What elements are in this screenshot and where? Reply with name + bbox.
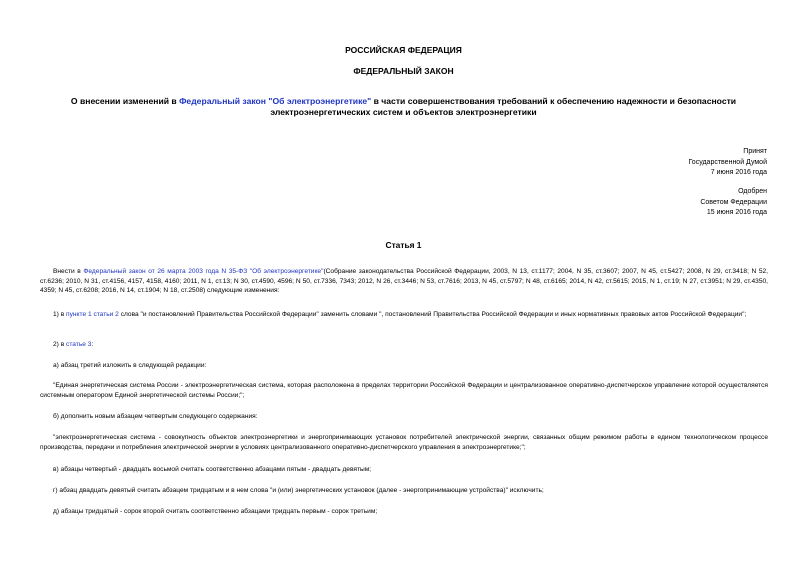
adopted-date: 7 июня 2016 года — [710, 169, 767, 176]
subitem-g: г) абзац двадцать девятый считать абзацем тридцатым и в нем слова "и (или) энергетических установок (далее - энергопринимающие устройства)" исключить; — [53, 487, 544, 494]
intro-text-a: Внести в — [53, 268, 84, 275]
title-line2: электроэнергетических систем и объектов электроэнергетики — [270, 107, 537, 117]
item1-text-a: 1) в — [53, 311, 67, 318]
article-heading: Статья 1 — [385, 240, 422, 250]
subitem-b: б) дополнить новым абзацем четвертым следующего содержания: — [53, 413, 258, 420]
quote-1: "Единая энергетическая система России - электроэнергетическая система, которая расположена в пределах территории Российской Федерации и централизованное оперативно-диспетчерское управление которой осуществляется системным оператором Единой энергетической системы России;"; — [40, 382, 768, 399]
subitem-v: в) абзацы четвертый - двадцать восьмой считать соответственно абзацами пятым - двадцать девятым; — [53, 466, 372, 473]
approved-body: Советом Федерации — [700, 198, 767, 206]
subitem-d: д) абзацы тридцатый - сорок второй считать соответственно абзацами тридцать первым - сорок третьим; — [53, 508, 378, 515]
item1-link[interactable]: пункте 1 статьи 2 — [66, 311, 119, 318]
country-heading: РОССИЙСКАЯ ФЕДЕРАЦИЯ — [345, 45, 462, 55]
title-law-link[interactable]: Федеральный закон "Об электроэнергетике" — [179, 96, 372, 106]
intro-law-link[interactable]: Федеральный закон от 26 марта 2003 года N 35-ФЗ "Об электроэнергетике" — [83, 268, 324, 275]
approved-date: 15 июня 2016 года — [706, 209, 767, 216]
title-prefix: О внесении изменений в — [70, 96, 180, 106]
adopted-body: Государственной Думой — [688, 158, 767, 166]
subitem-a: а) абзац третий изложить в следующей редакции: — [53, 362, 207, 369]
quote-2: "электроэнергетическая система - совокупность объектов электроэнергетики и энергопринимающих установок потребителей электрической энергии, связанных общим режимом работы в едином технологическом процессе производства, передачи и потребления электрической энергии в условиях централизованного оперативно-диспетчерского управления в электроэнергетике;"; — [40, 434, 768, 451]
intro-text-b: (Собрание законодательства Российской Федерации, 2003, N 13, ст.1177; 2004, N 35, ст.3607; 2007, N 45, ст.5427; 2008, N 29, ст.3418; N 52, ст.6236; 2010, N 31, ст.4156, 4157, 4158, 4160; 2011, N 1, ст.13; N 30, ст.4590, 4596; N 50, ст.7336, 7343; 2012, N 26, ст.3446; N 53, ст.7616; 2013, N 45, ст.5797; N 48, ст.6165; 2014, N 42, ст.5615; 2015, N 1, ст.19; N 27, ст.3951; N 29, ст.4350, 4359; N 45, ст.6208; 2016, N 14, ст.1904; N 18, ст.2508) следующие изменения: — [40, 268, 769, 295]
law-title — [40, 96, 767, 118]
item2-link[interactable]: статье 3 — [66, 341, 92, 348]
item1-text-b: слова "и постановлений Правительства Российской Федерации" заменить словами ", постановлений Правительства Российской Федерации и иных нормативных правовых актов Российской Федерации"; — [118, 311, 747, 318]
adopted-label: Принят — [743, 148, 767, 155]
title-suffix: в части совершенствования требований к обеспечению надежности и безопасности — [371, 96, 737, 106]
item-1 — [40, 310, 768, 320]
adopted-block — [688, 147, 767, 179]
approved-block — [700, 187, 767, 219]
item2-text-b: : — [91, 341, 94, 348]
approved-label: Одобрен — [738, 188, 767, 195]
law-type-heading: ФЕДЕРАЛЬНЫЙ ЗАКОН — [353, 66, 454, 76]
article-intro — [40, 267, 768, 296]
item2-text-a: 2) в — [53, 341, 67, 348]
item-2 — [40, 340, 768, 350]
